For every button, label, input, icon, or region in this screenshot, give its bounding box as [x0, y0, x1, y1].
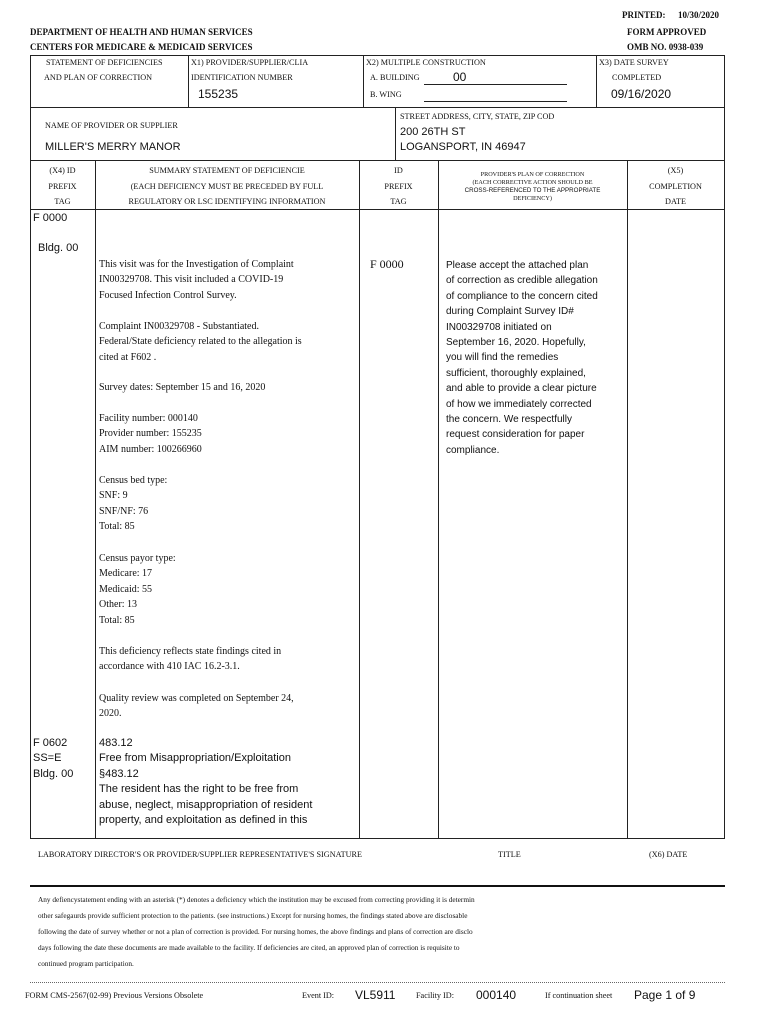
- building-label: A. BUILDING: [370, 73, 420, 82]
- tag-f0000: F 0000: [33, 212, 68, 224]
- printed-date: 10/30/2020: [678, 10, 720, 20]
- summary-paragraph-3: Survey dates: September 15 and 16, 2020: [99, 382, 266, 393]
- summary-header-line3: REGULATORY OR LSC IDENTIFYING INFORMATION: [128, 197, 326, 206]
- plan-of-correction-text: Please accept the attached plan of correction as credible allegation of compliance to the concern cited during Complaint Survey ID# IN00329708 initiated on September 16, 2020. Hopefully, you will find the remedies sufficient, thoroughly explained, and able to provide a clear picture of how we immediately corrected the concern. We respectfully request consideration for paper compliance.: [446, 260, 598, 456]
- x4-header-line1: (X4) ID: [49, 166, 76, 175]
- x5-header-line1: (X5): [667, 166, 684, 175]
- x3-label-line2: COMPLETED: [612, 73, 662, 82]
- plan-header-line4: DEFICIENCY): [513, 195, 552, 202]
- summary-paragraph-4: Facility number: 000140 Provider number: 155235 AIM number: 100266960: [99, 413, 202, 455]
- plan-header-line2: (EACH CORRECTIVE ACTION SHOULD BE: [472, 179, 593, 186]
- id-header-line2: PREFIX: [384, 182, 413, 191]
- event-id-label: Event ID:: [302, 991, 335, 1000]
- department-name: DEPARTMENT OF HEALTH AND HUMAN SERVICES: [30, 27, 253, 37]
- disclaimer-line4: days following the date these documents are made available to the facility. If deficiencies are cited, an approved plan of correction is requisite to: [38, 943, 460, 952]
- provider-id-value: 155235: [198, 87, 239, 101]
- plan-header-line1: PROVIDER'S PLAN OF CORRECTION: [480, 171, 585, 178]
- x2-label: X2) MULTIPLE CONSTRUCTION: [366, 58, 486, 67]
- summary-paragraph-8: Quality review was completed on September 24, 2020.: [99, 693, 294, 720]
- page-number: Page 1 of 9: [634, 988, 696, 1002]
- bldg-00: Bldg. 00: [38, 242, 79, 254]
- facility-id-label: Facility ID:: [416, 991, 454, 1000]
- wing-label: B. WING: [370, 90, 402, 99]
- building-value: 00: [453, 70, 467, 84]
- summary-header-line2: (EACH DEFICIENCY MUST BE PRECEDED BY FULL: [130, 182, 324, 191]
- omb-number: OMB NO. 0938-039: [627, 42, 704, 52]
- disclaimer-line5: continued program participation.: [38, 959, 134, 968]
- provider-name-value: MILLER'S MERRY MANOR: [45, 141, 181, 153]
- id-tag-f0000: F 0000: [370, 257, 404, 271]
- city-state-zip: LOGANSPORT, IN 46947: [400, 141, 526, 153]
- disclaimer-line2: other safegaurds provide sufficient protection to the patients. (see instructions.) Except for nursing homes, the findings stated above are disclosable: [38, 911, 468, 920]
- id-header-line3: TAG: [390, 197, 407, 206]
- x1-label-line2: IDENTIFICATION NUMBER: [191, 73, 293, 82]
- plan-header-line3: CROSS-REFERENCED TO THE APPROPRIATE: [464, 187, 601, 194]
- form-number: FORM CMS-2567(02-99) Previous Versions Obsolete: [25, 991, 204, 1000]
- summary-paragraph-1: This visit was for the Investigation of Complaint IN00329708. This visit included a COVID-19 Focused Infection Control Survey.: [99, 259, 294, 301]
- x4-header-line2: PREFIX: [48, 182, 77, 191]
- facility-id-value: 000140: [476, 988, 517, 1002]
- summary-header-line1: SUMMARY STATEMENT OF DEFICIENCIE: [149, 166, 305, 175]
- event-id-value: VL5911: [355, 988, 396, 1002]
- x3-label-line1: X3) DATE SURVEY: [599, 58, 669, 67]
- summary-paragraph-5: Census bed type: SNF: 9 SNF/NF: 76 Total: 85: [99, 475, 168, 533]
- summary-paragraph-6: Census payor type: Medicare: 17 Medicaid: 55 Other: 13 Total: 85: [99, 553, 176, 626]
- disclaimer-line3: following the date of survey whether or not a plan of correction is provided. For nursing homes, the above findings and plans of correction are disclo: [38, 927, 473, 936]
- summary-paragraph-7: This deficiency reflects state findings cited in accordance with 410 IAC 16.2-3.1.: [99, 646, 282, 673]
- title-label: TITLE: [498, 850, 521, 859]
- continuation-label: If continuation sheet: [545, 991, 613, 1000]
- x1-label-line1: X1) PROVIDER/SUPPLIER/CLIA: [191, 58, 309, 67]
- address-label: STREET ADDRESS, CITY, STATE, ZIP COD: [400, 112, 555, 121]
- street-address: 200 26TH ST: [400, 126, 466, 138]
- x6-date-label: (X6) DATE: [649, 850, 688, 859]
- centers-name: CENTERS FOR MEDICARE & MEDICAID SERVICES: [30, 42, 253, 52]
- survey-completed-date: 09/16/2020: [611, 87, 672, 101]
- x4-header-line3: TAG: [54, 197, 71, 206]
- x5-header-line3: DATE: [665, 197, 686, 206]
- statement-label-line2: AND PLAN OF CORRECTION: [44, 73, 153, 82]
- x5-header-line2: COMPLETION: [649, 182, 702, 191]
- printed-label: PRINTED:: [622, 10, 666, 20]
- form-approved: FORM APPROVED: [627, 27, 707, 37]
- provider-name-label: NAME OF PROVIDER OR SUPPLIER: [45, 121, 178, 130]
- summary-paragraph-2: Complaint IN00329708 - Substantiated. Federal/State deficiency related to the allegation is cited at F602 .: [99, 321, 302, 363]
- signature-label: LABORATORY DIRECTOR'S OR PROVIDER/SUPPLIER REPRESENTATIVE'S SIGNATURE: [38, 850, 362, 859]
- id-header-line1: ID: [394, 166, 403, 175]
- disclaimer-line1: Any defiencystatement ending with an asterisk (*) denotes a deficiency which the institution may be excused from correcting providing it is determin: [38, 895, 475, 904]
- tag-f0602: F 0602 SS=E Bldg. 00: [33, 737, 74, 780]
- statement-label-line1: STATEMENT OF DEFICIENCIES: [46, 58, 163, 67]
- f0602-text: 483.12 Free from Misappropriation/Exploitation §483.12 The resident has the right to be free from abuse, neglect, misappropriation of resident property, and exploitation as defined in this: [99, 737, 313, 827]
